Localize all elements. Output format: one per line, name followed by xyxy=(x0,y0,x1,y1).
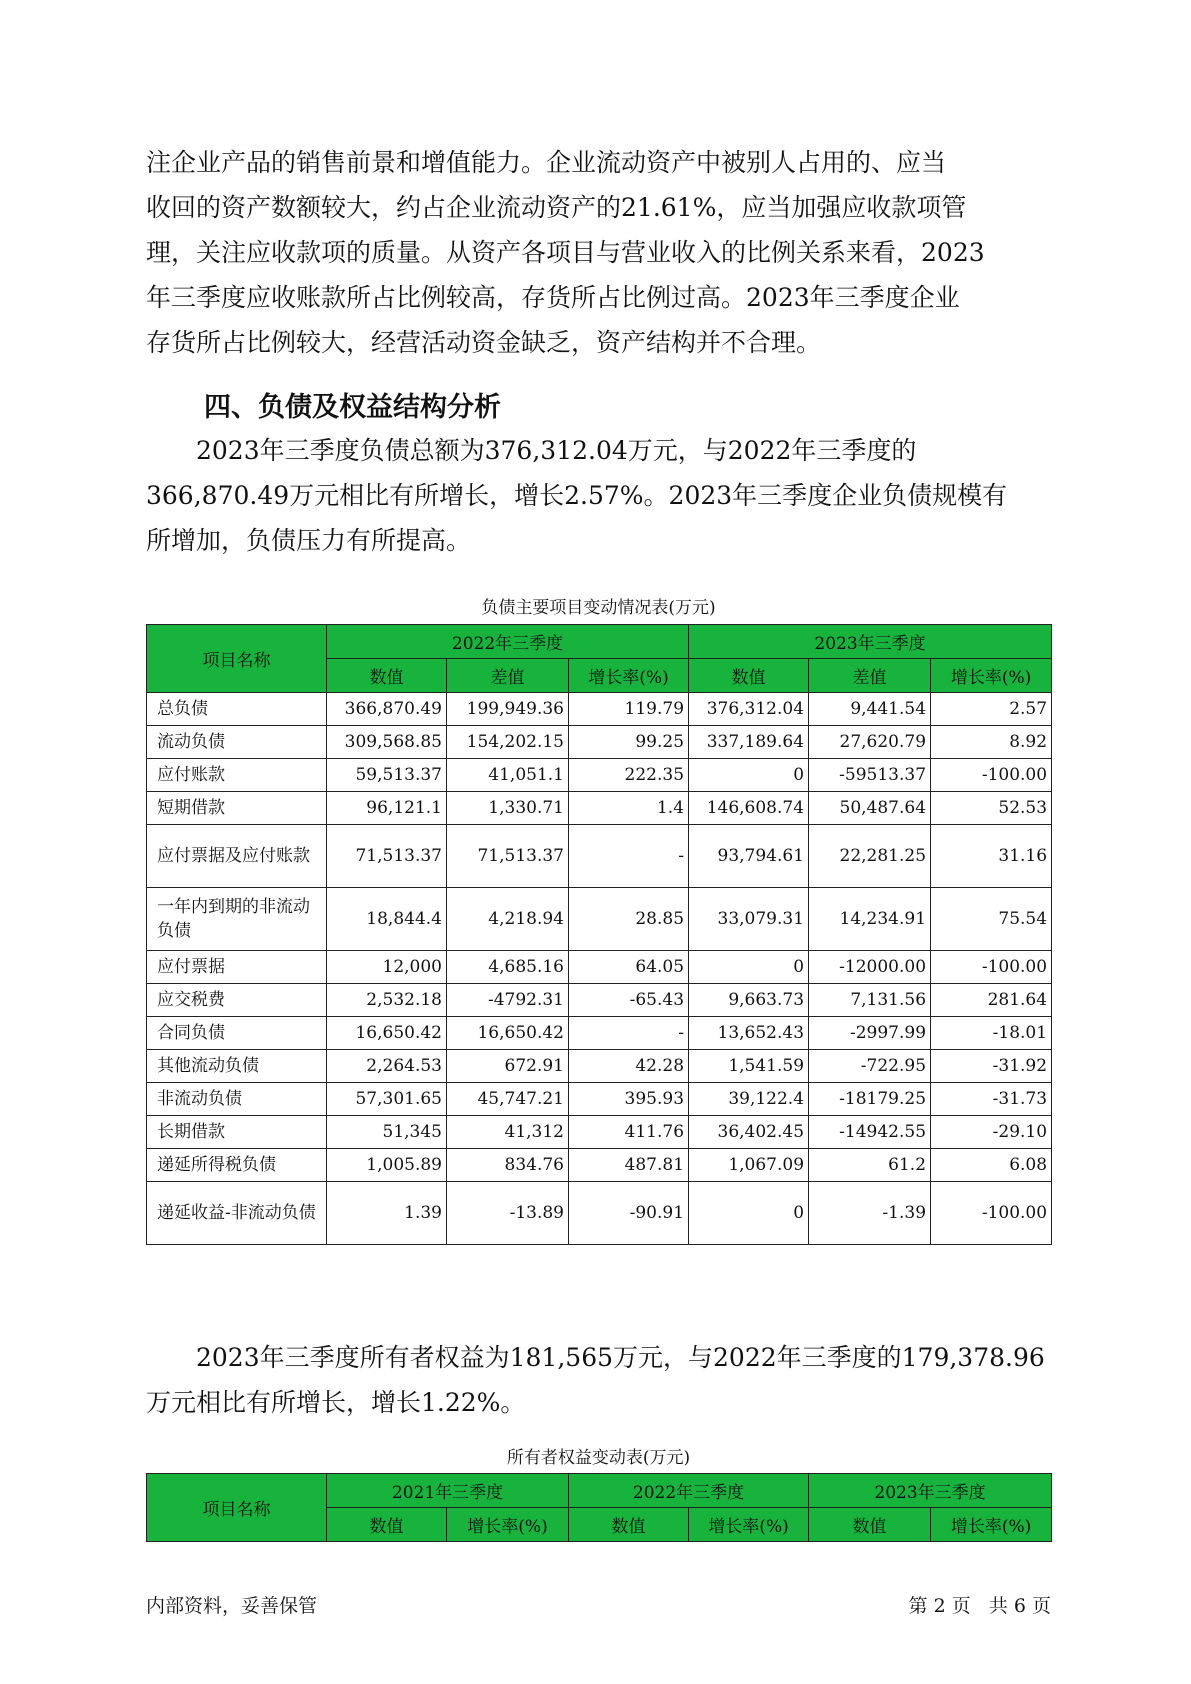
debt-period-header: 2023年三季度 xyxy=(689,625,1052,659)
equity-subheader: 增长率(%) xyxy=(447,1508,569,1542)
table-cell: 61.2 xyxy=(809,1149,931,1182)
equity-paragraph xyxy=(146,1335,1051,1425)
table-cell: 16,650.42 xyxy=(327,1017,447,1050)
table-cell: 39,122.4 xyxy=(689,1083,809,1116)
table-cell: 4,685.16 xyxy=(447,951,569,984)
paragraph-line: 理，关注应收款项的质量。从资产各项目与营业收入的比例关系来看，2023 xyxy=(146,238,985,267)
row-label: 应付票据 xyxy=(147,951,327,984)
row-label: 一年内到期的非流动负债 xyxy=(147,888,327,951)
table-cell: -31.73 xyxy=(931,1083,1052,1116)
table-row xyxy=(147,792,1052,825)
table-row xyxy=(147,1017,1052,1050)
table-cell: 2.57 xyxy=(931,693,1052,726)
table-row xyxy=(147,1050,1052,1083)
table-cell: 33,079.31 xyxy=(689,888,809,951)
paragraph-line: 366,870.49万元相比有所增长，增长2.57%。2023年三季度企业负债规模有 xyxy=(146,481,1008,510)
table-cell: 366,870.49 xyxy=(327,693,447,726)
table-cell: 99.25 xyxy=(569,726,689,759)
equity-subheader: 数值 xyxy=(809,1508,931,1542)
table-cell: 9,441.54 xyxy=(809,693,931,726)
table-cell: 18,844.4 xyxy=(327,888,447,951)
table-cell: -2997.99 xyxy=(809,1017,931,1050)
table-cell: -90.91 xyxy=(569,1182,689,1245)
table-cell: 0 xyxy=(689,951,809,984)
table-cell: -1.39 xyxy=(809,1182,931,1245)
table-cell: 1,067.09 xyxy=(689,1149,809,1182)
table-cell: -100.00 xyxy=(931,1182,1052,1245)
equity-table xyxy=(146,1473,1052,1542)
table-cell: 45,747.21 xyxy=(447,1083,569,1116)
equity-period-header: 2022年三季度 xyxy=(569,1474,809,1508)
table-cell: -100.00 xyxy=(931,759,1052,792)
table-cell: 59,513.37 xyxy=(327,759,447,792)
row-label: 递延收益-非流动负债 xyxy=(147,1182,327,1245)
debt-subheader: 数值 xyxy=(689,659,809,693)
paragraph-line: 年三季度应收账款所占比例较高，存货所占比例过高。2023年三季度企业 xyxy=(146,283,960,312)
table-cell: -59513.37 xyxy=(809,759,931,792)
debt-item-header: 项目名称 xyxy=(147,625,327,693)
equity-subheader: 数值 xyxy=(569,1508,689,1542)
table-cell: 199,949.36 xyxy=(447,693,569,726)
debt-table xyxy=(146,624,1052,1245)
table-cell: 1,005.89 xyxy=(327,1149,447,1182)
footer-page-number: 第 2 页 共 6 页 xyxy=(908,1595,1051,1617)
table-cell: 411.76 xyxy=(569,1116,689,1149)
table-row xyxy=(147,825,1052,888)
table-row xyxy=(147,951,1052,984)
table-cell: -31.92 xyxy=(931,1050,1052,1083)
equity-subheader: 数值 xyxy=(327,1508,447,1542)
table-cell: 146,608.74 xyxy=(689,792,809,825)
row-label: 流动负债 xyxy=(147,726,327,759)
table-cell: 42.28 xyxy=(569,1050,689,1083)
table-cell: 31.16 xyxy=(931,825,1052,888)
debt-subheader: 差值 xyxy=(447,659,569,693)
table-row xyxy=(147,1182,1052,1245)
equity-subheader: 增长率(%) xyxy=(931,1508,1052,1542)
table-cell: 834.76 xyxy=(447,1149,569,1182)
table-cell: -13.89 xyxy=(447,1182,569,1245)
table-cell: -4792.31 xyxy=(447,984,569,1017)
table-cell: 71,513.37 xyxy=(447,825,569,888)
equity-table-caption: 所有者权益变动表(万元) xyxy=(506,1448,691,1468)
table-cell: 1.4 xyxy=(569,792,689,825)
equity-item-header: 项目名称 xyxy=(147,1474,327,1542)
table-cell: -14942.55 xyxy=(809,1116,931,1149)
section-heading: 四、负债及权益结构分析 xyxy=(204,392,501,423)
table-cell: -100.00 xyxy=(931,951,1052,984)
paragraph-line: 2023年三季度负债总额为376,312.04万元，与2022年三季度的 xyxy=(196,436,917,465)
paragraph-line: 注企业产品的销售前景和增值能力。企业流动资产中被别人占用的、应当 xyxy=(146,148,947,177)
table-row xyxy=(147,984,1052,1017)
debt-table-body xyxy=(147,693,1052,1245)
table-cell: - xyxy=(569,1017,689,1050)
top-paragraph xyxy=(146,140,1051,365)
row-label: 应付账款 xyxy=(147,759,327,792)
table-cell: 376,312.04 xyxy=(689,693,809,726)
row-label: 应付票据及应付账款 xyxy=(147,825,327,888)
table-cell: 12,000 xyxy=(327,951,447,984)
table-cell: 13,652.43 xyxy=(689,1017,809,1050)
table-row xyxy=(147,693,1052,726)
table-row xyxy=(147,1083,1052,1116)
table-cell: 487.81 xyxy=(569,1149,689,1182)
table-cell: 1,330.71 xyxy=(447,792,569,825)
table-cell: -65.43 xyxy=(569,984,689,1017)
table-cell: 64.05 xyxy=(569,951,689,984)
table-cell: 71,513.37 xyxy=(327,825,447,888)
table-row xyxy=(147,1116,1052,1149)
row-label: 非流动负债 xyxy=(147,1083,327,1116)
debt-period-header: 2022年三季度 xyxy=(327,625,689,659)
table-cell: 93,794.61 xyxy=(689,825,809,888)
table-cell: 395.93 xyxy=(569,1083,689,1116)
row-label: 短期借款 xyxy=(147,792,327,825)
debt-paragraph xyxy=(146,428,1051,563)
equity-subheader: 增长率(%) xyxy=(689,1508,809,1542)
table-cell: 8.92 xyxy=(931,726,1052,759)
row-label: 递延所得税负债 xyxy=(147,1149,327,1182)
table-row xyxy=(147,888,1052,951)
row-label: 总负债 xyxy=(147,693,327,726)
row-label: 合同负债 xyxy=(147,1017,327,1050)
table-cell: 51,345 xyxy=(327,1116,447,1149)
table-cell: 16,650.42 xyxy=(447,1017,569,1050)
table-cell: 4,218.94 xyxy=(447,888,569,951)
table-cell: 119.79 xyxy=(569,693,689,726)
table-cell: 96,121.1 xyxy=(327,792,447,825)
table-cell: 2,532.18 xyxy=(327,984,447,1017)
table-row xyxy=(147,726,1052,759)
table-cell: -18179.25 xyxy=(809,1083,931,1116)
table-cell: 22,281.25 xyxy=(809,825,931,888)
equity-period-header: 2023年三季度 xyxy=(809,1474,1052,1508)
table-cell: 36,402.45 xyxy=(689,1116,809,1149)
table-cell: 75.54 xyxy=(931,888,1052,951)
table-cell: 6.08 xyxy=(931,1149,1052,1182)
paragraph-line: 万元相比有所增长，增长1.22%。 xyxy=(146,1388,526,1417)
row-label: 其他流动负债 xyxy=(147,1050,327,1083)
table-cell: 337,189.64 xyxy=(689,726,809,759)
debt-subheader: 增长率(%) xyxy=(931,659,1052,693)
paragraph-line: 2023年三季度所有者权益为181,565万元，与2022年三季度的179,378.96 xyxy=(196,1343,1045,1372)
table-cell: -29.10 xyxy=(931,1116,1052,1149)
table-cell: 14,234.91 xyxy=(809,888,931,951)
table-cell: 0 xyxy=(689,759,809,792)
table-cell: 28.85 xyxy=(569,888,689,951)
table-row xyxy=(147,759,1052,792)
paragraph-line: 所增加，负债压力有所提高。 xyxy=(146,526,472,555)
paragraph-line: 收回的资产数额较大，约占企业流动资产的21.61%，应当加强应收款项管 xyxy=(146,193,967,222)
debt-subheader: 差值 xyxy=(809,659,931,693)
table-cell: 57,301.65 xyxy=(327,1083,447,1116)
table-cell: 41,312 xyxy=(447,1116,569,1149)
table-cell: 1,541.59 xyxy=(689,1050,809,1083)
row-label: 长期借款 xyxy=(147,1116,327,1149)
table-cell: 154,202.15 xyxy=(447,726,569,759)
table-cell: 0 xyxy=(689,1182,809,1245)
equity-period-header: 2021年三季度 xyxy=(327,1474,569,1508)
table-row xyxy=(147,1149,1052,1182)
footer-left: 内部资料，妥善保管 xyxy=(146,1595,318,1617)
table-cell: 309,568.85 xyxy=(327,726,447,759)
table-cell: 281.64 xyxy=(931,984,1052,1017)
table-cell: 27,620.79 xyxy=(809,726,931,759)
paragraph-line: 存货所占比例较大，经营活动资金缺乏，资产结构并不合理。 xyxy=(146,328,822,357)
table-cell: -18.01 xyxy=(931,1017,1052,1050)
debt-subheader: 数值 xyxy=(327,659,447,693)
row-label: 应交税费 xyxy=(147,984,327,1017)
table-cell: 222.35 xyxy=(569,759,689,792)
table-cell: 1.39 xyxy=(327,1182,447,1245)
table-cell: 9,663.73 xyxy=(689,984,809,1017)
debt-subheader: 增长率(%) xyxy=(569,659,689,693)
table-cell: - xyxy=(569,825,689,888)
table-cell: 672.91 xyxy=(447,1050,569,1083)
table-cell: 2,264.53 xyxy=(327,1050,447,1083)
table-cell: -722.95 xyxy=(809,1050,931,1083)
table-cell: -12000.00 xyxy=(809,951,931,984)
table-cell: 50,487.64 xyxy=(809,792,931,825)
debt-table-caption: 负债主要项目变动情况表(万元) xyxy=(481,598,716,618)
table-cell: 52.53 xyxy=(931,792,1052,825)
table-cell: 41,051.1 xyxy=(447,759,569,792)
table-cell: 7,131.56 xyxy=(809,984,931,1017)
